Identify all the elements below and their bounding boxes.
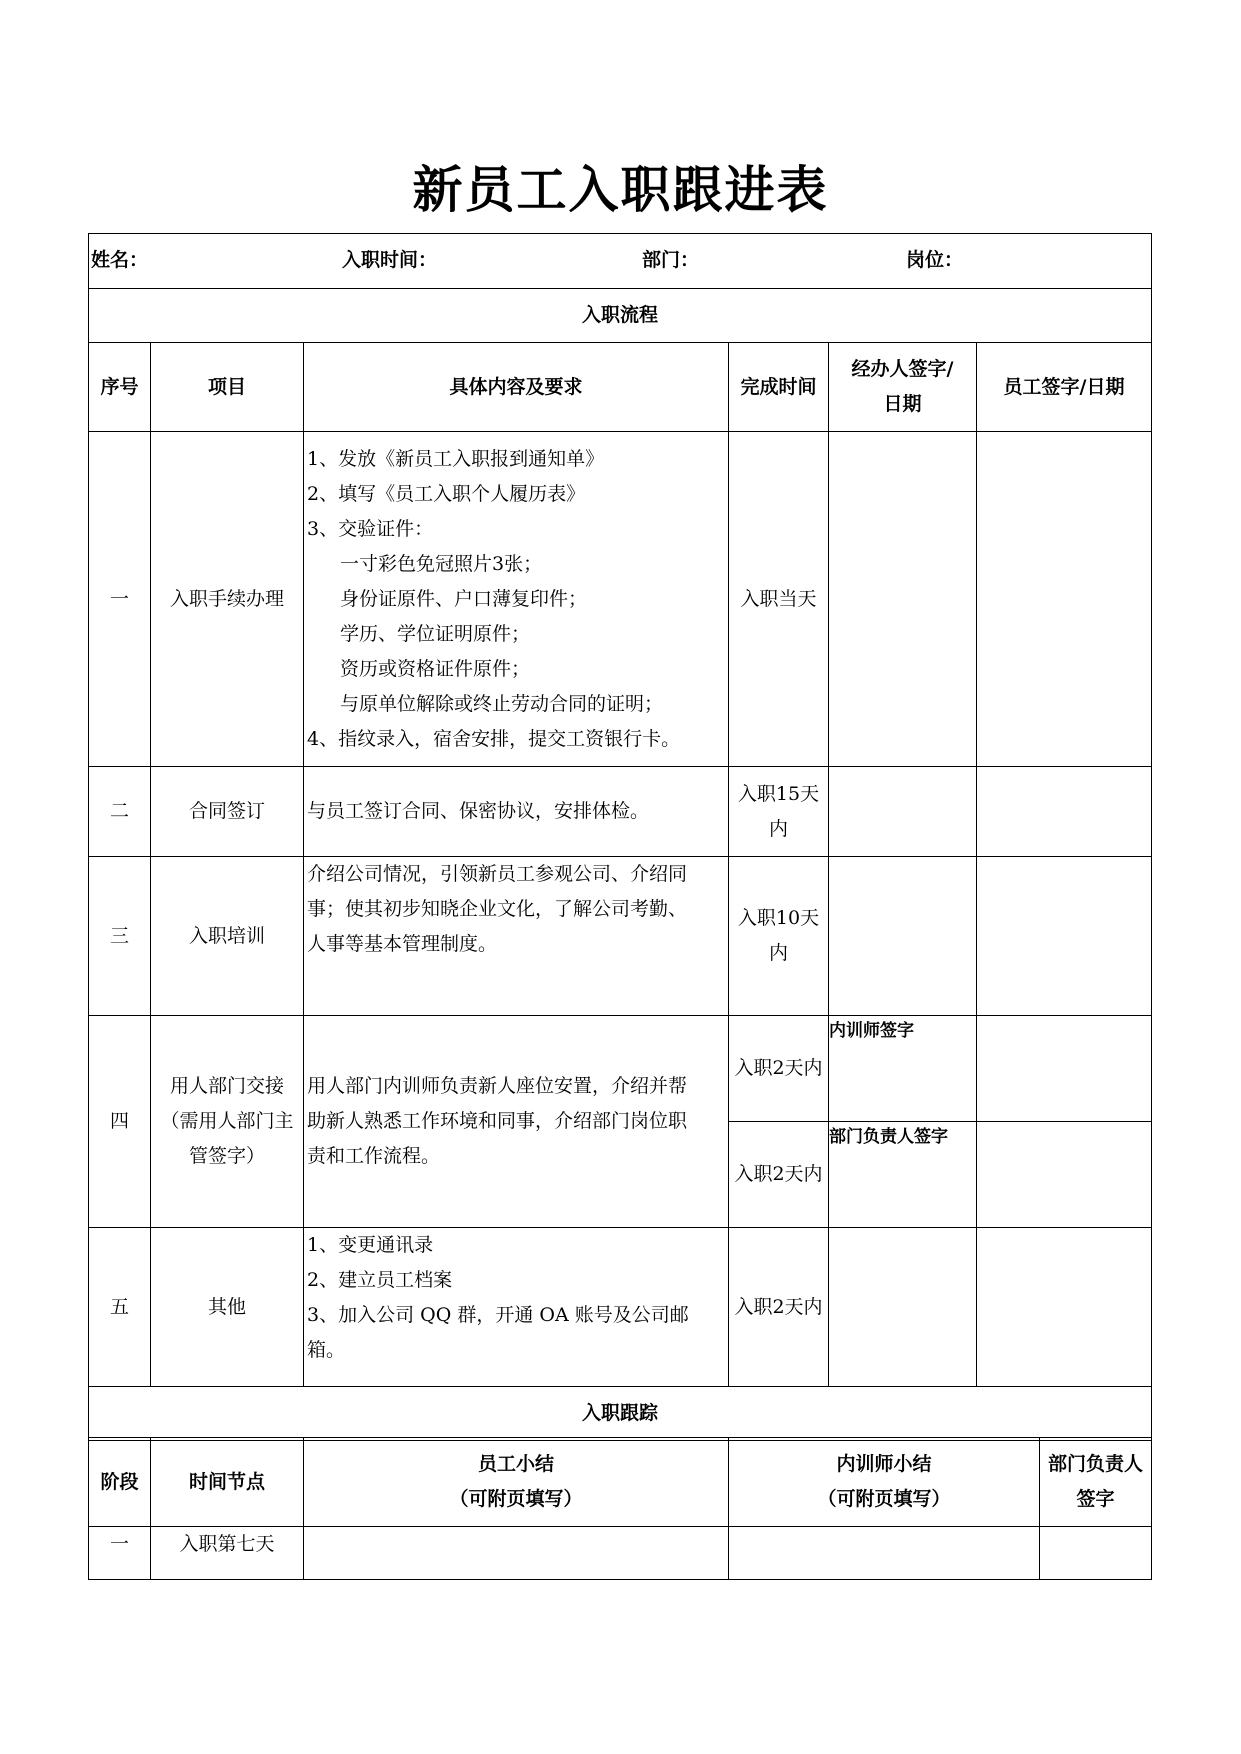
- employee-sign-cell[interactable]: [977, 1228, 1152, 1387]
- row-no: 五: [89, 1228, 151, 1387]
- entry-time-label: 入职时间：: [342, 248, 438, 271]
- item-line: 用人部门交接: [169, 1075, 284, 1097]
- content-line: 2、填写《员工入职个人履历表》: [307, 482, 586, 505]
- content-line: 箱。: [307, 1339, 346, 1361]
- content-line: 人事等基本管理制度。: [307, 933, 498, 955]
- content-line: 4、指纹录入，宿舍安排，提交工资银行卡。: [307, 727, 681, 750]
- row-time: 入职2天内: [729, 1228, 829, 1387]
- content-line: 一寸彩色免冠照片3张；: [340, 552, 543, 575]
- employee-summary-label: 员工小结: [477, 1453, 554, 1475]
- employee-sign-cell[interactable]: [977, 1122, 1152, 1228]
- row-no: 一: [89, 432, 151, 767]
- content-line: 1、发放《新员工入职报到通知单》: [307, 447, 605, 470]
- name-label: 姓名：: [91, 248, 149, 271]
- content-line: 责和工作流程。: [307, 1145, 441, 1167]
- stage-cell: 一: [89, 1527, 151, 1580]
- table-row: [89, 767, 1152, 857]
- row-time: 入职10天内: [729, 857, 829, 1016]
- item-line: （需用人部门主: [160, 1110, 294, 1132]
- content-line: 学历、学位证明原件；: [340, 622, 531, 645]
- handler-sign-cell[interactable]: [829, 857, 977, 1016]
- row-item: 其他: [151, 1228, 304, 1387]
- employee-sign-cell[interactable]: [977, 857, 1152, 1016]
- position-label: 岗位：: [906, 248, 964, 271]
- row-content: [304, 857, 729, 1016]
- row-content: [304, 432, 729, 767]
- trainer-sign-label: 内训师签字: [829, 1021, 914, 1041]
- trainer-summary-label: 内训师小结: [836, 1453, 932, 1475]
- header-handler-sign: 经办人签字/日期: [829, 343, 977, 432]
- dept-head-sign-label: 部门负责人签字: [829, 1127, 948, 1147]
- header-employee-sign: 员工签字/日期: [977, 343, 1152, 432]
- header-time-node: 时间节点: [151, 1438, 304, 1527]
- table-row: [89, 1228, 1152, 1387]
- header-time: 完成时间: [729, 343, 829, 432]
- header-stage: 阶段: [89, 1438, 151, 1527]
- content-line: 介绍公司情况，引领新员工参观公司、介绍同: [307, 863, 688, 885]
- header-content: 具体内容及要求: [304, 343, 729, 432]
- content-line: 事；使其初步知晓企业文化，了解公司考勤、: [307, 898, 688, 920]
- dept-head-sign-cell[interactable]: [1040, 1527, 1152, 1580]
- row-item: [151, 1016, 304, 1228]
- table-row: [89, 432, 1152, 767]
- handler-sign-cell[interactable]: [829, 1228, 977, 1387]
- trainer-summary-note: （可附页填写）: [817, 1488, 951, 1510]
- handler-sign-cell[interactable]: [829, 432, 977, 767]
- process-section-title: 入职流程: [89, 289, 1152, 343]
- row-time: 入职当天: [729, 432, 829, 767]
- employee-sign-cell[interactable]: [977, 432, 1152, 767]
- onboarding-table: [88, 233, 1152, 1441]
- handler-sign-cell[interactable]: [829, 767, 977, 857]
- row-no: 四: [89, 1016, 151, 1228]
- info-row: [89, 234, 1152, 289]
- content-line: 用人部门内训师负责新人座位安置，介绍并帮: [307, 1075, 688, 1097]
- tracking-table: [88, 1437, 1152, 1580]
- department-label: 部门：: [642, 248, 700, 271]
- header-dept-head-sign: [1040, 1438, 1152, 1527]
- row-time: 入职2天内: [729, 1122, 829, 1228]
- row-no: 二: [89, 767, 151, 857]
- row-item: 入职培训: [151, 857, 304, 1016]
- row-time: 入职2天内: [729, 1016, 829, 1122]
- trainer-summary-cell[interactable]: [729, 1527, 1040, 1580]
- header-employee-summary: [304, 1438, 729, 1527]
- employee-sign-cell[interactable]: [977, 1016, 1152, 1122]
- table-row: [89, 857, 1152, 1016]
- row-time: 入职15天内: [729, 767, 829, 857]
- dept-head-sign-cell[interactable]: [829, 1122, 977, 1228]
- tracking-header-row: [89, 1438, 1152, 1527]
- content-line: 3、加入公司 QQ 群，开通 OA 账号及公司邮: [307, 1304, 689, 1326]
- time-node-cell: 入职第七天: [151, 1527, 304, 1580]
- dept-head-sign-line2: 签字: [1076, 1488, 1115, 1510]
- employee-summary-note: （可附页填写）: [449, 1488, 583, 1510]
- process-header-row: [89, 343, 1152, 432]
- content-line: 身份证原件、户口薄复印件；: [340, 587, 588, 610]
- tracking-section-title: 入职跟踪: [89, 1387, 1152, 1441]
- trainer-sign-cell[interactable]: [829, 1016, 977, 1122]
- table-row: [89, 1016, 1152, 1122]
- row-item: 合同签订: [151, 767, 304, 857]
- header-trainer-summary: [729, 1438, 1040, 1527]
- row-content: 与员工签订合同、保密协议，安排体检。: [304, 767, 729, 857]
- content-line: 3、交验证件：: [307, 517, 434, 540]
- content-line: 2、建立员工档案: [307, 1269, 453, 1291]
- row-no: 三: [89, 857, 151, 1016]
- row-content: [304, 1016, 729, 1228]
- tracking-row: [89, 1527, 1152, 1580]
- dept-head-sign-line1: 部门负责人: [1047, 1453, 1143, 1475]
- employee-sign-cell[interactable]: [977, 767, 1152, 857]
- header-no: 序号: [89, 343, 151, 432]
- header-item: 项目: [151, 343, 304, 432]
- content-line: 1、变更通讯录: [307, 1234, 434, 1256]
- content-line: 助新人熟悉工作环境和同事，介绍部门岗位职: [307, 1110, 688, 1132]
- row-content: [304, 1228, 729, 1387]
- employee-summary-cell[interactable]: [304, 1527, 729, 1580]
- content-line: 资历或资格证件原件；: [340, 657, 531, 680]
- page-title: 新员工入职跟进表: [412, 160, 829, 219]
- item-line: 管签字）: [188, 1145, 265, 1167]
- content-line: 与原单位解除或终止劳动合同的证明；: [340, 692, 664, 715]
- row-item: 入职手续办理: [151, 432, 304, 767]
